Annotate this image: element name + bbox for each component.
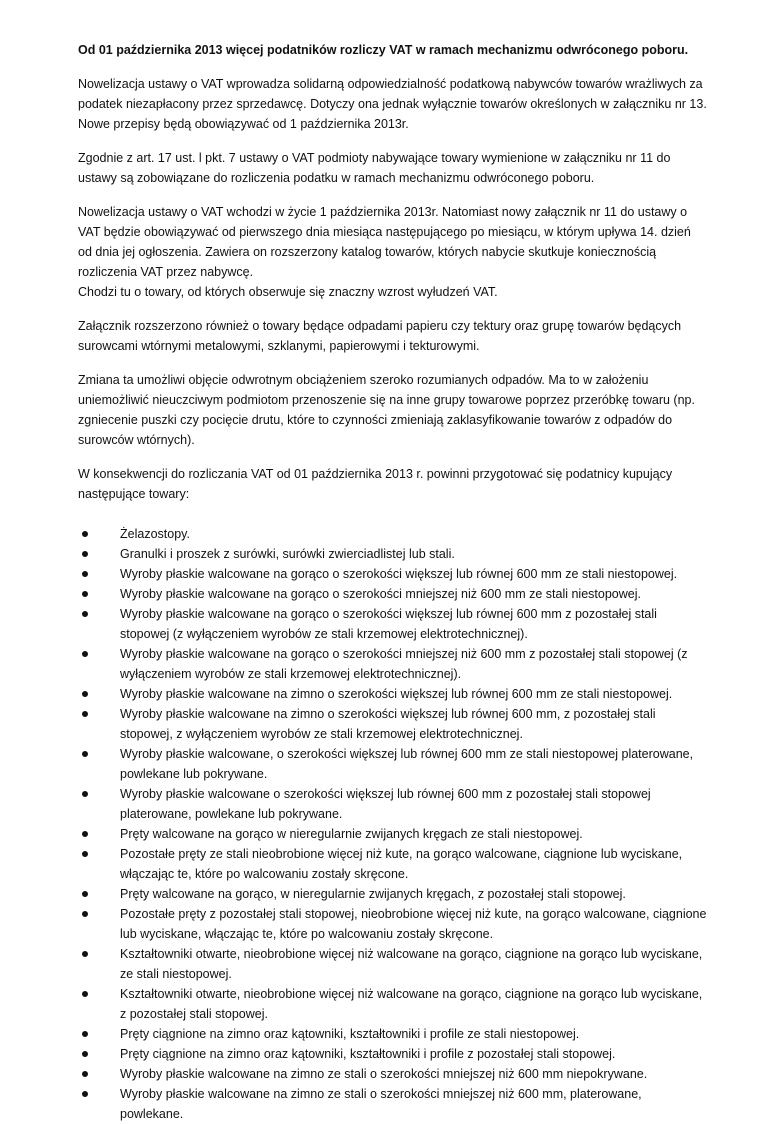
list-item: Wyroby płaskie walcowane na zimno o szerokości większej lub równej 600 mm, z pozostałej stali stopowej, z wyłączeniem wyrobów ze stali krzemowej elektrotechnicznej. [78, 704, 708, 744]
list-item: Pręty walcowane na gorąco, w nieregularnie zwijanych kręgach, z pozostałej stali stopowej. [78, 884, 708, 904]
list-item: Wyroby płaskie walcowane na gorąco o szerokości mniejszej niż 600 mm ze stali niestopowej. [78, 584, 708, 604]
list-item: Wyroby płaskie walcowane, o szerokości większej lub równej 600 mm ze stali niestopowej platerowane, powlekane lub pokrywane. [78, 744, 708, 784]
list-item: Wyroby płaskie walcowane na gorąco o szerokości większej lub równej 600 mm ze stali niestopowej. [78, 564, 708, 584]
goods-list [78, 524, 708, 1124]
document-page [78, 40, 708, 1124]
list-item: Wyroby płaskie walcowane na zimno ze stali o szerokości mniejszej niż 600 mm, platerowane, powlekane. [78, 1084, 708, 1124]
paragraph: Nowelizacja ustawy o VAT wprowadza solidarną odpowiedzialność podatkową nabywców towarów wrażliwych za podatek niezapłacony przez sprzedawcę. Dotyczy ona jednak wyłącznie towarów określonych w załączniku nr 13. Nowe przepisy będą obowiązywać od 1 października 2013r. [78, 77, 707, 131]
list-item: Wyroby płaskie walcowane na zimno ze stali o szerokości mniejszej niż 600 mm niepokrywane. [78, 1064, 708, 1084]
paragraph: Nowelizacja ustawy o VAT wchodzi w życie 1 października 2013r. Natomiast nowy załącznik nr 11 do ustawy o VAT będzie obowiązywać od pierwszego dnia miesiąca następującego po miesiącu, w którym upływa 14. dzień od dnia jej ogłoszenia. Zawiera on rozszerzony katalog towarów, których nabycie skutkuje koniecznością rozliczenia VAT przez nabywcę. [78, 205, 691, 279]
list-item: Pozostałe pręty ze stali nieobrobione więcej niż kute, na gorąco walcowane, ciągnione lub wyciskane, włączając te, które po walcowaniu zostały skręcone. [78, 844, 708, 884]
document-title: Od 01 października 2013 więcej podatników rozliczy VAT w ramach mechanizmu odwróconego poboru. [78, 43, 689, 57]
list-item: Kształtowniki otwarte, nieobrobione więcej niż walcowane na gorąco, ciągnione na gorąco lub wyciskane, z pozostałej stali stopowej. [78, 984, 708, 1024]
list-item: Pozostałe pręty z pozostałej stali stopowej, nieobrobione więcej niż kute, na gorąco walcowane, ciągnione lub wyciskane, włączając te, które po walcowaniu zostały skręcone. [78, 904, 708, 944]
list-item: Pręty ciągnione na zimno oraz kątowniki, kształtowniki i profile z pozostałej stali stopowej. [78, 1044, 708, 1064]
list-item: Granulki i proszek z surówki, surówki zwierciadlistej lub stali. [78, 544, 708, 564]
list-item: Wyroby płaskie walcowane na zimno o szerokości większej lub równej 600 mm ze stali niestopowej. [78, 684, 708, 704]
paragraph: Załącznik rozszerzono również o towary będące odpadami papieru czy tektury oraz grupę towarów będących surowcami wtórnymi metalowymi, szklanymi, papierowymi i tekturowymi. [78, 319, 682, 353]
list-item: Wyroby płaskie walcowane o szerokości większej lub równej 600 mm z pozostałej stali stopowej platerowane, powlekane lub pokrywane. [78, 784, 708, 824]
list-item: Pręty walcowane na gorąco w nieregularnie zwijanych kręgach ze stali niestopowej. [78, 824, 708, 844]
list-item: Żelazostopy. [78, 524, 708, 544]
paragraph: Zgodnie z art. 17 ust. l pkt. 7 ustawy o VAT podmioty nabywające towary wymienione w załączniku nr 11 do ustawy są zobowiązane do rozliczenia podatku w ramach mechanizmu odwróconego poboru. [78, 151, 671, 185]
paragraph: Chodzi tu o towary, od których obserwuje się znaczny wzrost wyłudzeń VAT. [78, 285, 498, 299]
list-item: Wyroby płaskie walcowane na gorąco o szerokości większej lub równej 600 mm z pozostałej stali stopowej (z wyłączeniem wyrobów ze stali krzemowej elektrotechnicznej). [78, 604, 708, 644]
paragraph: W konsekwencji do rozliczania VAT od 01 października 2013 r. powinni przygotować się podatnicy kupujący następujące towary: [78, 467, 673, 501]
paragraph: Zmiana ta umożliwi objęcie odwrotnym obciążeniem szeroko rozumianych odpadów. Ma to w założeniu uniemożliwić nieuczciwym podmiotom przenoszenie się na inne grupy towarowe poprzez przeróbkę towaru (np. zgniecenie puszki czy pocięcie drutu, które to czynności zmieniają zaklasyfikowanie towarów z odpadów do surowców wtórnych). [78, 373, 695, 447]
list-item: Wyroby płaskie walcowane na gorąco o szerokości mniejszej niż 600 mm z pozostałej stali stopowej (z wyłączeniem wyrobów ze stali krzemowej elektrotechnicznej). [78, 644, 708, 684]
list-item: Pręty ciągnione na zimno oraz kątowniki, kształtowniki i profile ze stali niestopowej. [78, 1024, 708, 1044]
list-item: Kształtowniki otwarte, nieobrobione więcej niż walcowane na gorąco, ciągnione na gorąco lub wyciskane, ze stali niestopowej. [78, 944, 708, 984]
